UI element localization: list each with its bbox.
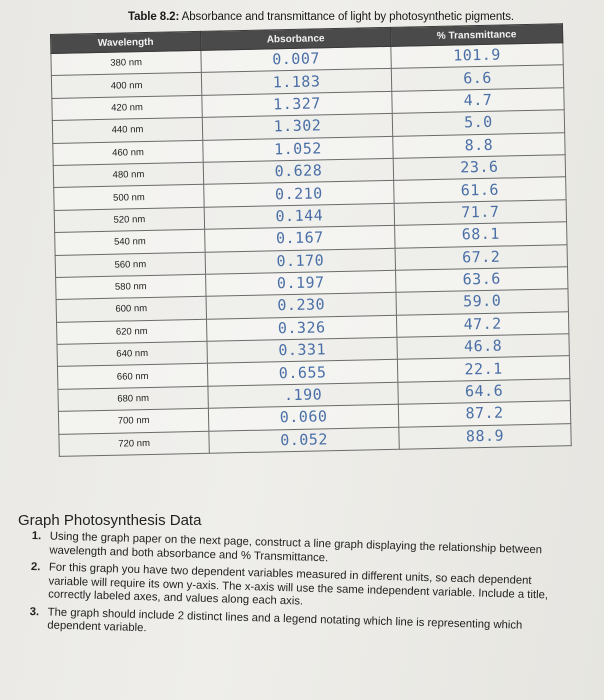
header-transmittance: % Transmittance — [390, 24, 562, 47]
transmittance-cell: 5.0 — [392, 110, 564, 136]
transmittance-cell: 46.8 — [397, 334, 569, 360]
absorbance-cell: 0.331 — [207, 337, 397, 363]
header-wavelength: Wavelength — [51, 31, 201, 53]
instructions-list — [29, 530, 572, 652]
transmittance-cell: 63.6 — [396, 267, 568, 293]
header-absorbance: Absorbance — [200, 27, 390, 50]
absorbance-cell: 0.170 — [205, 248, 395, 274]
transmittance-cell: 61.6 — [394, 177, 566, 203]
transmittance-cell: 88.9 — [399, 423, 571, 449]
transmittance-cell: 64.6 — [398, 379, 570, 405]
transmittance-cell: 101.9 — [391, 43, 563, 69]
transmittance-cell: 59.0 — [396, 289, 568, 315]
wavelength-cell: 600 nm — [56, 297, 206, 323]
transmittance-cell: 22.1 — [397, 356, 569, 382]
wavelength-cell: 680 nm — [58, 386, 208, 412]
instruction-number: 1. — [31, 530, 42, 543]
transmittance-cell: 8.8 — [393, 132, 565, 158]
absorbance-cell: 0.007 — [201, 46, 391, 72]
absorbance-cell: 0.230 — [206, 293, 396, 319]
pigment-data-table — [50, 23, 572, 457]
section-title: Graph Photosynthesis Data — [18, 512, 202, 529]
wavelength-cell: 640 nm — [57, 341, 207, 367]
absorbance-cell: .190 — [208, 382, 398, 408]
absorbance-cell: 0.167 — [205, 225, 395, 251]
transmittance-cell: 6.6 — [391, 65, 563, 91]
wavelength-cell: 380 nm — [51, 50, 201, 76]
wavelength-cell: 660 nm — [57, 364, 207, 390]
table-caption-label: Table 8.2: — [128, 11, 180, 23]
absorbance-cell: 1.183 — [201, 69, 391, 95]
wavelength-cell: 440 nm — [52, 118, 202, 144]
wavelength-cell: 560 nm — [55, 252, 205, 278]
wavelength-cell: 500 nm — [54, 185, 204, 211]
transmittance-cell: 23.6 — [393, 155, 565, 181]
absorbance-cell: 0.060 — [208, 405, 398, 431]
transmittance-cell: 47.2 — [396, 311, 568, 337]
absorbance-cell: 0.210 — [204, 181, 394, 207]
instruction-text: For this graph you have two dependent variables measured in different units, so each dependent variable will require its own y-axis. The x-axis will use the same independent variable. Include a title, correctly labeled axes, and values along each axis. — [48, 561, 549, 608]
wavelength-cell: 720 nm — [59, 431, 209, 457]
instruction-text: The graph should include 2 distinct lines and a legend notating which line is representing which dependent variable. — [47, 605, 523, 635]
wavelength-cell: 580 nm — [56, 274, 206, 300]
wavelength-cell: 460 nm — [53, 140, 203, 166]
transmittance-cell: 71.7 — [394, 199, 566, 225]
transmittance-cell: 67.2 — [395, 244, 567, 270]
absorbance-cell: 1.302 — [202, 114, 392, 140]
absorbance-cell: 0.326 — [207, 315, 397, 341]
instruction-number: 3. — [29, 605, 40, 618]
wavelength-cell: 420 nm — [52, 95, 202, 121]
absorbance-cell: 0.052 — [209, 427, 399, 453]
absorbance-cell: 1.327 — [202, 91, 392, 117]
wavelength-cell: 400 nm — [51, 73, 201, 99]
transmittance-cell: 68.1 — [395, 222, 567, 248]
absorbance-cell: 0.197 — [206, 270, 396, 296]
wavelength-cell: 520 nm — [54, 207, 204, 233]
instruction-text: Using the graph paper on the next page, construct a line graph displaying the relationship between wavelength and both absorbance and % Transmittance. — [49, 530, 543, 564]
transmittance-cell: 87.2 — [398, 401, 570, 427]
absorbance-cell: 0.144 — [204, 203, 394, 229]
wavelength-cell: 480 nm — [53, 162, 203, 188]
table-caption-text: Absorbance and transmittance of light by photosynthetic pigments. — [181, 11, 514, 23]
wavelength-cell: 620 nm — [57, 319, 207, 345]
wavelength-cell: 700 nm — [58, 409, 208, 435]
absorbance-cell: 1.052 — [203, 136, 393, 162]
absorbance-cell: 0.655 — [207, 360, 397, 386]
table-caption — [128, 11, 514, 23]
absorbance-cell: 0.628 — [203, 158, 393, 184]
wavelength-cell: 540 nm — [55, 229, 205, 255]
transmittance-cell: 4.7 — [392, 88, 564, 114]
instruction-number: 2. — [30, 560, 41, 574]
